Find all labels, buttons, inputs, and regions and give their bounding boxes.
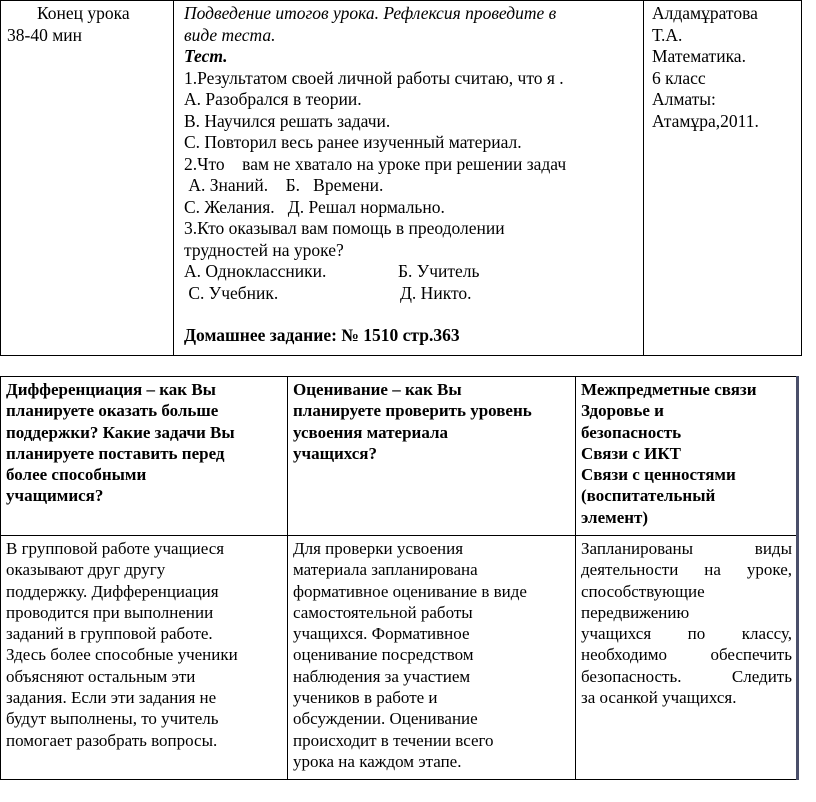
resource-line: Алдамұратова [652,3,758,23]
lesson-plan-table [0,0,802,356]
text-line: оказывают друг другу [6,560,166,580]
option: В. Научился решать задачи. [184,110,391,131]
text-line: урока на каждом этапе. [293,751,462,771]
option: С. Повторил весь ранее изученный материал. [184,132,522,152]
text-line: будут выполнены, то учитель [6,709,219,729]
text-line: материала запланирована [293,560,478,580]
text-line: Здесь более способные ученики [6,645,238,665]
option: А. Знаний. Б. Времени. [184,175,384,195]
text-line: самостоятельной работы [293,602,473,622]
header-line: элемент) [581,507,649,527]
header-line: более способными [6,465,147,485]
intro-line: Подведение итогов урока. Рефлексия проведите в [184,3,557,23]
resource-line: Алматы: [652,89,716,109]
text-line: задания. Если эти задания не [6,688,217,708]
text-line: поддержку. Дифференциация [6,581,219,601]
spacer [184,304,639,325]
option: С. Учебник. [184,282,279,303]
resource-line: Т.А. [652,24,683,45]
header-line: поддержки? Какие задачи Вы [6,422,235,442]
assessment-text [288,536,576,780]
header-line: Связи с ИКТ [581,443,681,463]
option-row [184,283,639,305]
question-3: 3.Кто оказывал вам помощь в преодолении [184,218,505,238]
stage-time: 38-40 мин [7,24,83,45]
header-line: Связи с ценностями [581,465,736,485]
header-line: Оценивание – как Вы [293,380,462,399]
text-line: за осанкой учащихся. [581,688,737,708]
text-line: учащихся. Формативное [293,624,470,644]
text-line: учащихся по классу, [581,624,792,644]
header-line: учащимися? [6,486,104,506]
text-line: оценивание посредством [293,645,474,665]
intro-line: виде теста. [184,24,276,45]
option: А. Разобрался в теории. [184,89,362,109]
content-cell [174,1,644,356]
text-line: помогает разобрать вопросы. [6,730,218,750]
text-line: формативное оценивание в виде [293,581,527,601]
header-line: Здоровье и [581,401,664,421]
text-line: деятельности на уроке, [581,560,792,580]
header-line: (воспитательный [581,486,716,506]
header-line: Дифференциация – как Вы [6,380,216,399]
header-differentiation [1,377,288,536]
header-line: планируете оказать больше [6,401,219,421]
text-line: заданий в групповой работе. [6,624,213,644]
header-line: Межпредметные связи [581,380,757,399]
option: Д. Никто. [400,282,472,303]
header-line: безопасность [581,422,682,442]
text-line: объясняют остальным эти [6,666,196,686]
option: Б. Учитель [398,261,480,281]
header-line: планируете проверить уровень [293,401,532,421]
stage-title: Конец урока [37,3,130,23]
header-line: учащихся? [293,443,377,463]
resource-line: Математика. [652,46,746,66]
assessment-table [0,376,799,780]
text-line: необходимо обеспечить [581,645,792,665]
option: А. Одноклассники. [184,261,327,281]
test-label: Тест. [184,46,228,66]
question-3: трудностей на уроке? [184,239,344,260]
resource-line: Атамұра,2011. [652,110,759,131]
resource-line: 6 класс [652,67,706,88]
text-line: Запланированы виды [581,539,792,558]
stage-cell [1,1,174,356]
header-line: усвоения материала [293,422,449,442]
text-line: наблюдения за участием [293,666,471,686]
text-line: обсуждении. Оценивание [293,709,478,729]
header-cross-curricular [576,377,798,536]
question-2: 2.Что вам не хватало на уроке при решении задач [184,153,567,174]
text-line: учеников в работе и [293,688,438,708]
header-assessment [288,377,576,536]
option: С. Желания. Д. Решал нормально. [184,196,445,217]
text-line: способствующие [581,581,705,601]
question-1: 1.Результатом своей личной работы считаю, что я . [184,67,564,88]
differentiation-text [1,536,288,780]
text-line: происходит в течении всего [293,730,494,750]
homework: Домашнее задание: № 1510 стр.363 [184,325,460,345]
text-line: Для проверки усвоения [293,539,464,558]
text-line: передвижению [581,602,690,622]
text-line: безопасность. Следить [581,666,792,686]
header-line: планируете поставить перед [6,443,225,463]
option-row [184,261,639,283]
cross-curricular-text [576,536,798,780]
resources-cell [644,1,802,356]
text-line: В групповой работе учащиеся [6,539,225,558]
text-line: проводится при выполнении [6,602,214,622]
